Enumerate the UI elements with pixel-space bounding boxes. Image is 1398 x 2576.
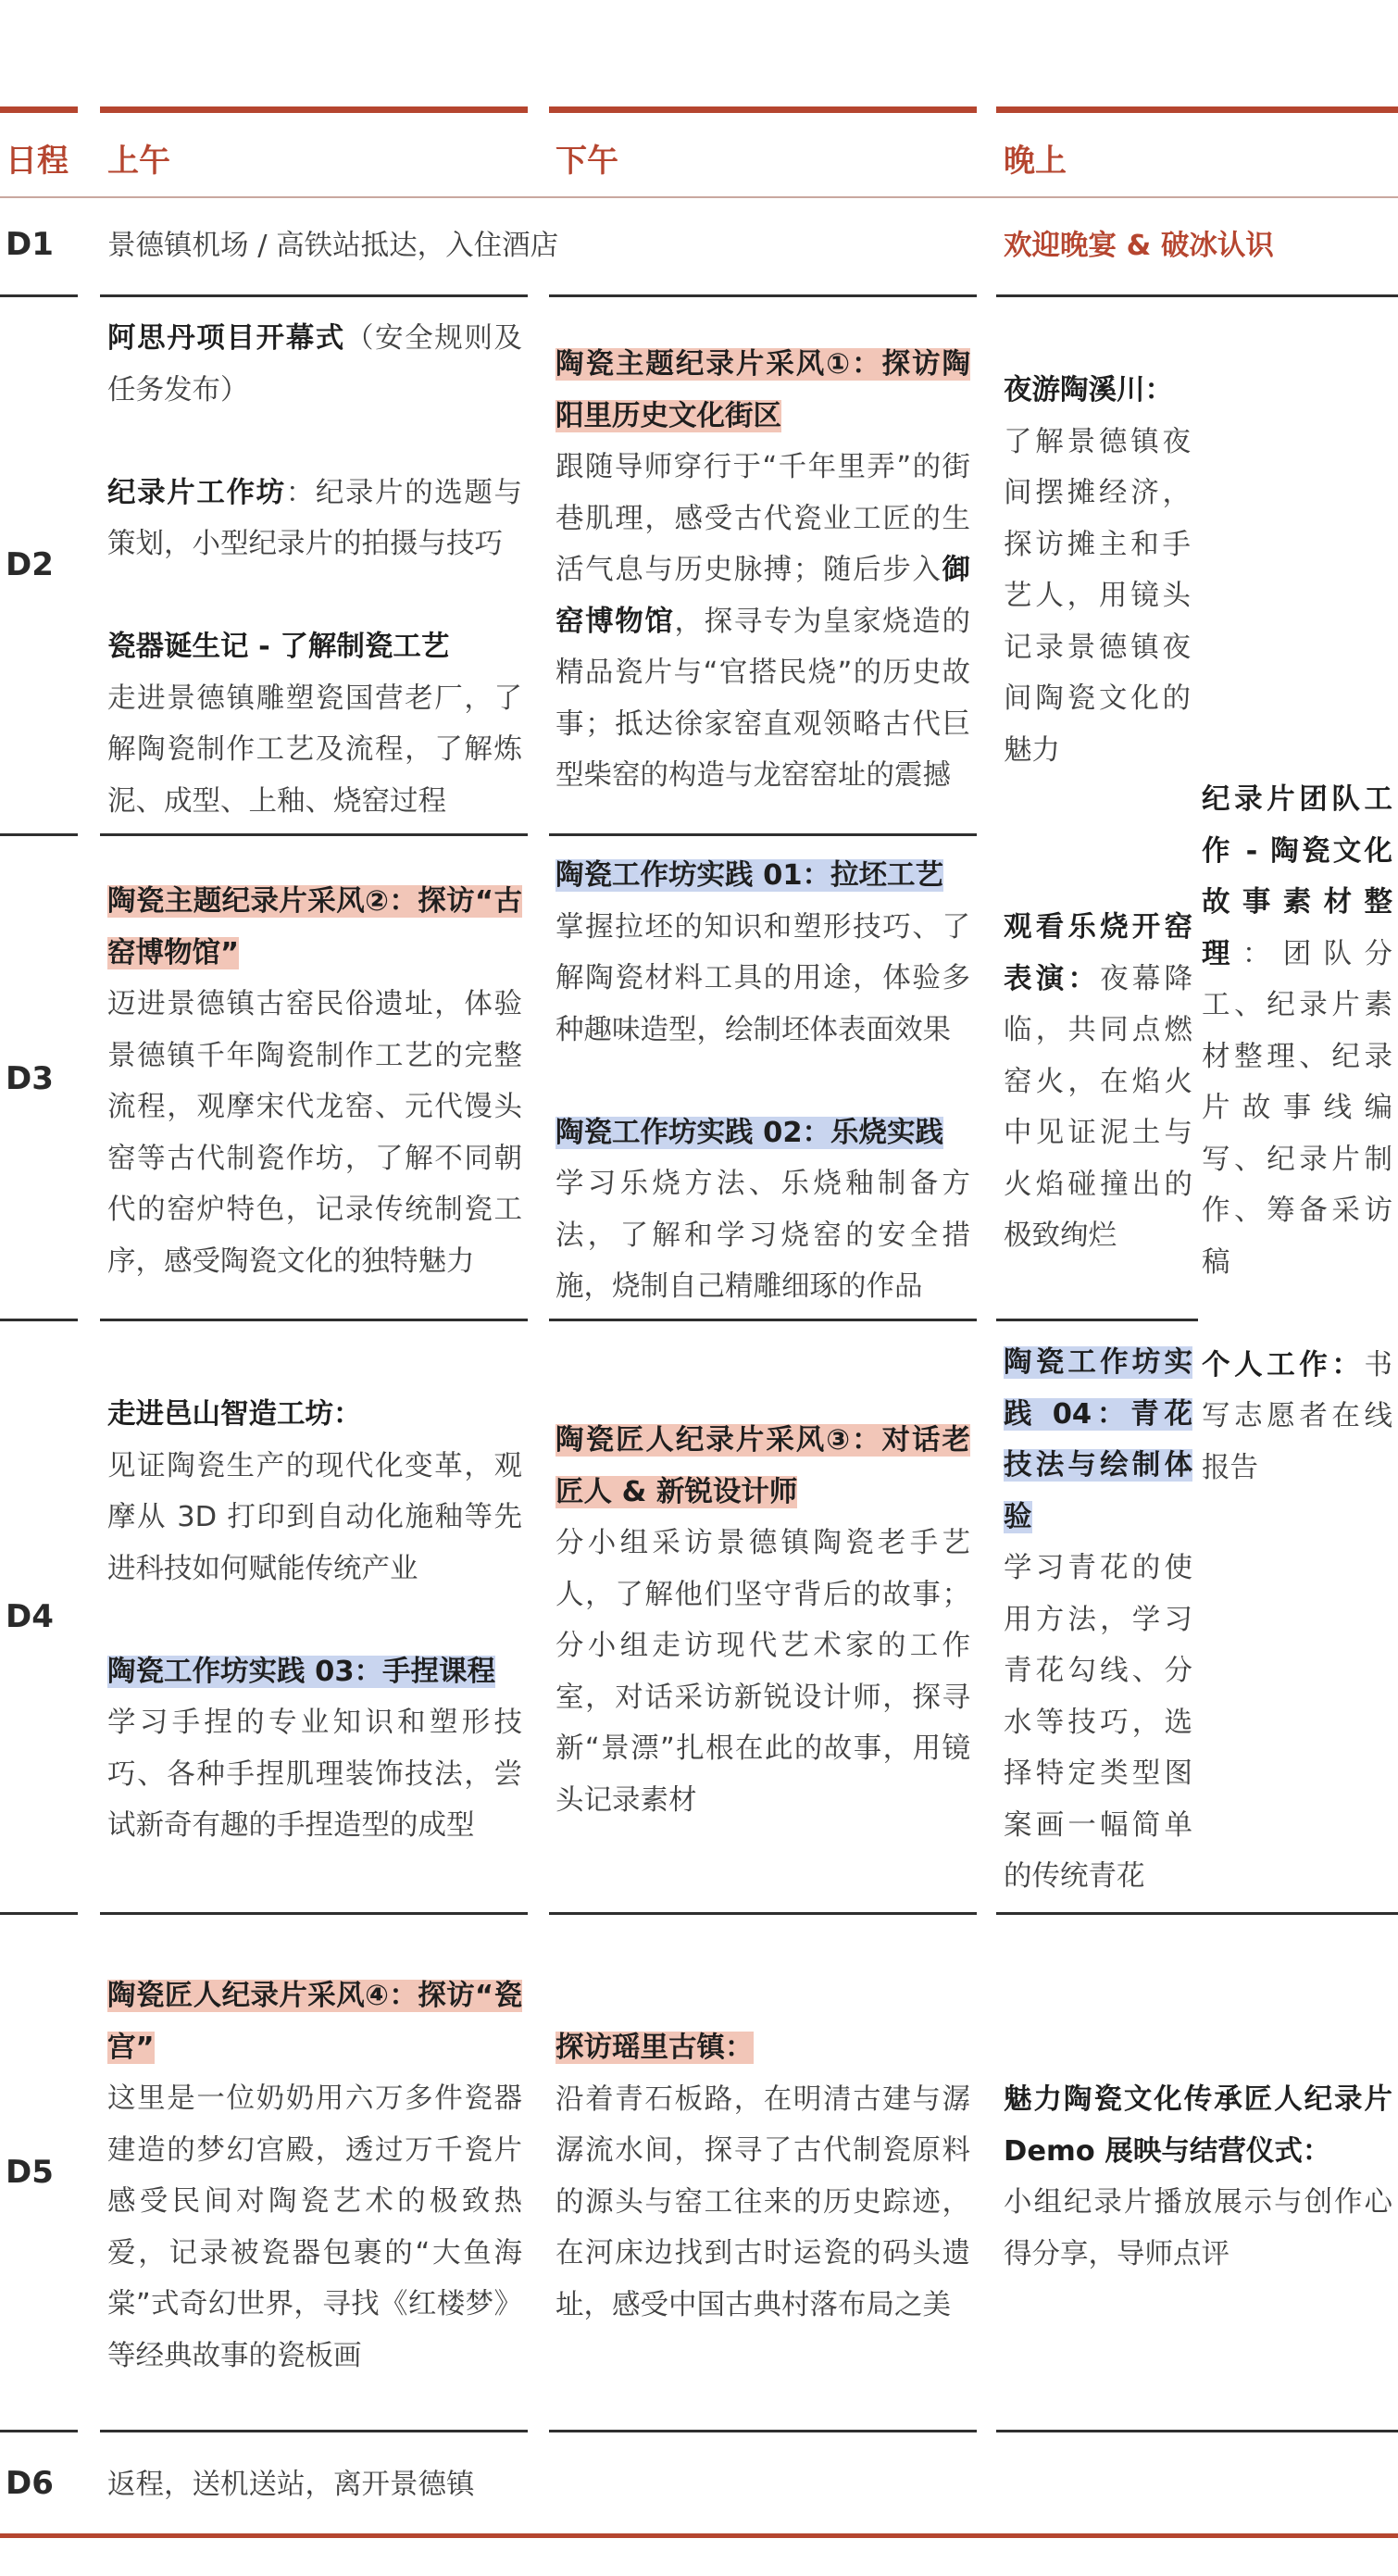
team-work-block	[1202, 774, 1392, 1494]
d5-morning-title: 陶瓷匠人纪录片采风④：探访“瓷宫”	[107, 1980, 522, 2064]
d5-afternoon-title: 探访瑶里古镇：	[555, 2032, 754, 2064]
d2-evening-title: 夜游陶溪川：	[1004, 374, 1173, 406]
d2-porcelain-title: 瓷器诞生记 - 了解制瓷工艺	[107, 631, 450, 663]
d4-evening-title: 陶瓷工作坊实践 04：青花技法与绘制体验	[1004, 1346, 1192, 1533]
d3-morning-title: 陶瓷主题纪录片采风②：探访“古窑博物馆”	[107, 885, 522, 969]
d6-morning: 返程，送机送站，离开景德镇	[107, 2469, 475, 2501]
d4-morning-title1: 走进邑山智造工坊：	[107, 1398, 362, 1431]
day-label-d2: D2	[6, 546, 54, 583]
d5-afternoon	[555, 2022, 970, 2331]
d4-afternoon-title: 陶瓷匠人纪录片采风③：对话老匠人 & 新锐设计师	[555, 1424, 970, 1508]
header-rule-schedule	[0, 106, 78, 113]
d4-morning-text1: 见证陶瓷生产的现代化变革，观摩从 3D 打印到自动化施釉等先进科技如何赋能传统产业	[107, 1449, 522, 1585]
header-underline	[0, 196, 1398, 198]
d5-evening-text: 小组纪录片播放展示与创作心得分享，导师点评	[1004, 2186, 1392, 2270]
d4-afternoon-text: 分小组采访景德镇陶瓷老手艺人，了解他们坚守背后的故事；分小组走访现代艺术家的工作室，对话采访新锐设计师，探寻新“景漂”扎根在此的故事，用镜头记录素材	[555, 1527, 970, 1817]
day-label-d5: D5	[6, 2154, 54, 2191]
d2-afternoon-title: 陶瓷主题纪录片采风①：探访陶阳里历史文化街区	[555, 348, 970, 432]
d2-afternoon-bold: 御窑博物馆	[555, 554, 970, 638]
header-afternoon: 下午	[555, 143, 618, 180]
d3-evening	[1004, 902, 1192, 1262]
d5-afternoon-text: 沿着青石板路，在明清古建与潺潺流水间，探寻了古代制瓷原料的源头与窑工往来的历史踪迹，在河床边找到古时运瓷的码头遗址，感受中国古典村落布局之美	[555, 2082, 970, 2321]
footer-rule	[0, 2533, 1398, 2538]
d3-afternoon-text1: 掌握拉坯的知识和塑形技巧、了解陶瓷材料工具的用途，体验多种趣味造型，绘制坯体表面效果	[555, 910, 970, 1046]
d3-afternoon	[555, 850, 970, 1313]
d3-morning-text: 迈进景德镇古窑民俗遗址，体验景德镇千年陶瓷制作工艺的完整流程，观摩宋代龙窑、元代馒头窑等古代制瓷作坊，了解不同朝代的窑炉特色，记录传统制瓷工序，感受陶瓷文化的独特魅力	[107, 988, 522, 1278]
d3-afternoon-text2: 学习乐烧方法、乐烧釉制备方法，了解和学习烧窑的安全措施，烧制自己精雕细琢的作品	[555, 1168, 970, 1303]
d5-evening-title: 魅力陶瓷文化传承匠人纪录片 Demo 展映与结营仪式：	[1004, 2083, 1392, 2168]
d1-evening: 欢迎晚宴 & 破冰认识	[1004, 230, 1274, 262]
d2-morning	[107, 313, 522, 827]
header-rule-evening	[996, 106, 1398, 113]
d4-evening-text: 学习青花的使用方法，学习青花勾线、分水等技巧，选择特定类型图案画一幅简单的传统青花	[1004, 1552, 1192, 1893]
d2-afternoon-text2: ，探寻专为皇家烧造的精品瓷片与“官搭民烧”的历史故事；抵达徐家窑直观领略古代巨型柴窑的构造与龙窑窑址的震撼	[555, 605, 971, 792]
d4-morning-text2: 学习手捏的专业知识和塑形技巧、各种手捏肌理装饰技法，尝试新奇有趣的手捏造型的成型	[107, 1707, 522, 1842]
d1-morning: 景德镇机场 / 高铁站抵达，入住酒店	[107, 230, 559, 262]
d2-opening-text: （安全规则及任务发布）	[107, 322, 523, 406]
day-label-d3: D3	[6, 1060, 54, 1097]
d2-opening-title: 阿思丹项目开幕式	[107, 322, 345, 355]
personal-work-text: 书写志愿者在线报告	[1202, 1348, 1392, 1484]
personal-work-title: 个人工作：	[1202, 1348, 1365, 1382]
header-schedule: 日程	[6, 143, 69, 180]
d4-afternoon	[555, 1415, 970, 1826]
d2-workshop-text: ：纪录片的选题与策划，小型纪录片的拍摄与技巧	[107, 476, 523, 560]
d4-morning-title2: 陶瓷工作坊实践 03：手捏课程	[107, 1655, 496, 1688]
header-rule-afternoon	[549, 106, 977, 113]
d2-afternoon-text1: 跟随导师穿行于“千年里弄”的街巷肌理，感受古代瓷业工匠的生活气息与历史脉搏；随后步入	[555, 451, 970, 586]
d3-evening-title: 观看乐烧开窑表演：	[1004, 911, 1192, 995]
d3-evening-text: 夜幕降临，共同点燃窑火，在焰火中见证泥土与火焰碰撞出的极致绚烂	[1004, 962, 1193, 1252]
d2-workshop-title: 纪录片工作坊	[107, 476, 286, 509]
d2-afternoon	[555, 339, 970, 802]
d5-morning	[107, 1970, 522, 2382]
d4-evening	[1004, 1337, 1192, 1903]
header-evening: 晚上	[1004, 143, 1067, 180]
team-work-title: 纪录片团队工作 - 陶瓷文化故事素材整理	[1202, 783, 1392, 970]
header-rule-morning	[100, 106, 528, 113]
d3-morning	[107, 876, 522, 1287]
day-label-d1: D1	[6, 226, 54, 263]
day-label-d6: D6	[6, 2465, 54, 2502]
team-work-text: ：团队分工、纪录片素材整理、纪录片故事线编写、纪录片制作、筹备采访稿	[1202, 937, 1392, 1279]
d3-afternoon-title1: 陶瓷工作坊实践 01：拉坯工艺	[555, 859, 944, 892]
day-label-d4: D4	[6, 1598, 54, 1635]
d2-porcelain-text: 走进景德镇雕塑瓷国营老厂，了解陶瓷制作工艺及流程，了解炼泥、成型、上釉、烧窑过程	[107, 682, 522, 818]
d5-morning-text: 这里是一位奶奶用六万多件瓷器建造的梦幻宫殿，透过万千瓷片感受民间对陶瓷艺术的极致热爱，记录被瓷器包裹的“大鱼海棠”式奇幻世界，寻找《红楼梦》等经典故事的瓷板画	[107, 2082, 522, 2372]
d4-morning	[107, 1389, 522, 1852]
d3-afternoon-title2: 陶瓷工作坊实践 02：乐烧实践	[555, 1116, 944, 1149]
d2-evening	[1004, 365, 1191, 776]
d2-evening-text: 了解景德镇夜间摆摊经济，探访摊主和手艺人，用镜头记录景德镇夜间陶瓷文化的魅力	[1004, 425, 1191, 767]
header-morning: 上午	[107, 143, 170, 180]
d5-evening	[1004, 2074, 1392, 2280]
